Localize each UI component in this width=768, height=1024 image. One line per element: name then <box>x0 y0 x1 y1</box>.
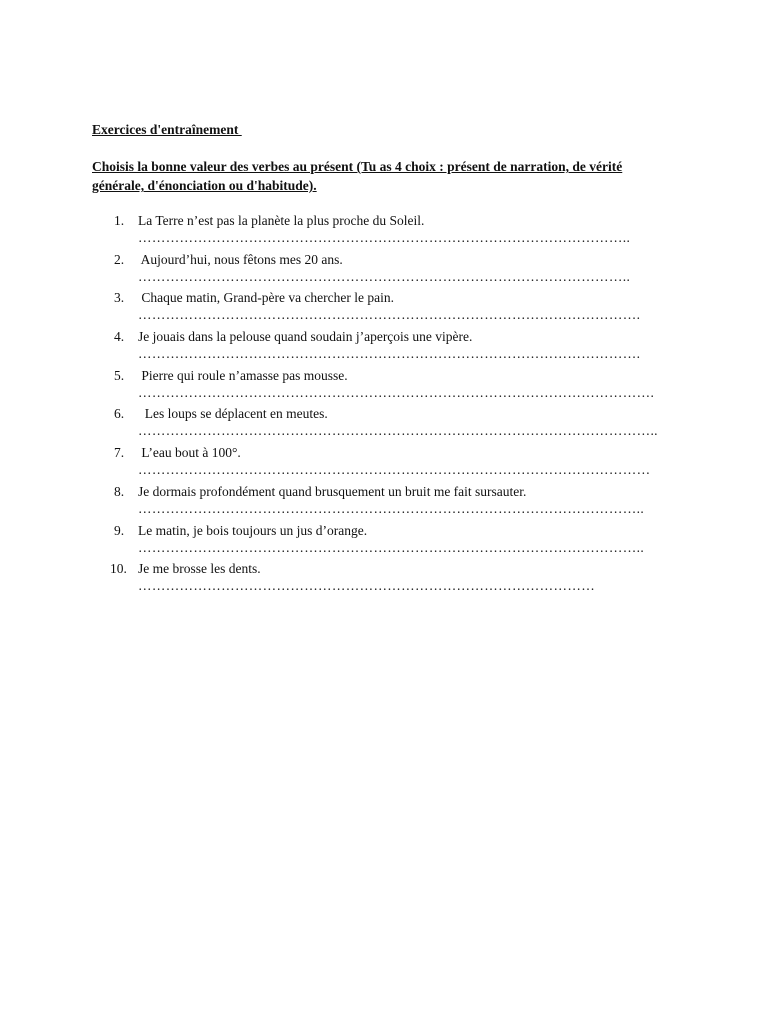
item-sentence: La Terre n’est pas la planète la plus proche du Soleil. <box>138 213 425 228</box>
item-sentence: Chaque matin, Grand-père va chercher le pain. <box>138 290 395 306</box>
item-number: 4. <box>114 329 125 345</box>
list-item <box>0 560 768 599</box>
answer-line[interactable]: …………………………………………………………………………………………………. <box>138 385 655 400</box>
item-sentence: Aujourd’hui, nous fêtons mes 20 ans. <box>138 251 343 267</box>
answer-line[interactable]: ………………………………………………………………………………………………. <box>138 308 641 323</box>
item-number: 6. <box>114 406 125 422</box>
list-item <box>0 405 768 444</box>
answer-line[interactable]: ……………………………………………………………………………………………….. <box>138 540 645 555</box>
answer-line[interactable]: …………………………………………………………………………………………….. <box>138 269 631 284</box>
list-item <box>0 328 768 367</box>
item-sentence: Je dormais profondément quand brusquement un bruit me fait sursauter. <box>138 483 527 499</box>
item-sentence: Le matin, je bois toujours un jus d’orange. <box>138 522 368 538</box>
list-item <box>0 289 768 328</box>
instructions: Choisis la bonne valeur des verbes au présent (Tu as 4 choix : présent de narration, de vérité générale, d'énonciation ou d'habitude). <box>92 159 623 193</box>
exercise-title: Exercices d'entraînement <box>92 122 242 137</box>
answer-line[interactable]: …………………………………………………………………………………………….. <box>138 231 631 245</box>
item-number: 1. <box>114 213 125 228</box>
item-number: 3. <box>114 290 125 306</box>
answer-line[interactable]: ……………………………………………………………………………………………….. <box>138 501 645 516</box>
answer-line[interactable]: ………………………………………………………………………………………………… <box>138 463 651 478</box>
answer-line[interactable]: ……………………………………………………………………………………… <box>138 579 596 594</box>
item-sentence: Je me brosse les dents. <box>138 561 261 577</box>
item-number: 10. <box>110 561 127 577</box>
list-item <box>0 367 768 406</box>
list-item <box>0 483 768 522</box>
answer-line[interactable]: ………………………………………………………………………………………………….. <box>138 424 658 439</box>
list-item <box>0 444 768 483</box>
item-sentence: L’eau bout à 100°. <box>138 445 241 461</box>
item-number: 2. <box>114 251 125 267</box>
list-item <box>0 522 768 561</box>
list-item <box>0 212 768 251</box>
item-sentence: Je jouais dans la pelouse quand soudain j’aperçois une vipère. <box>138 329 473 345</box>
list-item <box>0 251 768 290</box>
answer-line[interactable]: ………………………………………………………………………………………………. <box>138 347 641 362</box>
item-sentence: Les loups se déplacent en meutes. <box>138 406 328 422</box>
item-number: 8. <box>114 483 125 499</box>
item-number: 7. <box>114 445 125 461</box>
item-number: 9. <box>114 522 125 538</box>
item-sentence: Pierre qui roule n’amasse pas mousse. <box>138 367 348 383</box>
exercise-list <box>0 212 768 599</box>
item-number: 5. <box>114 367 125 383</box>
